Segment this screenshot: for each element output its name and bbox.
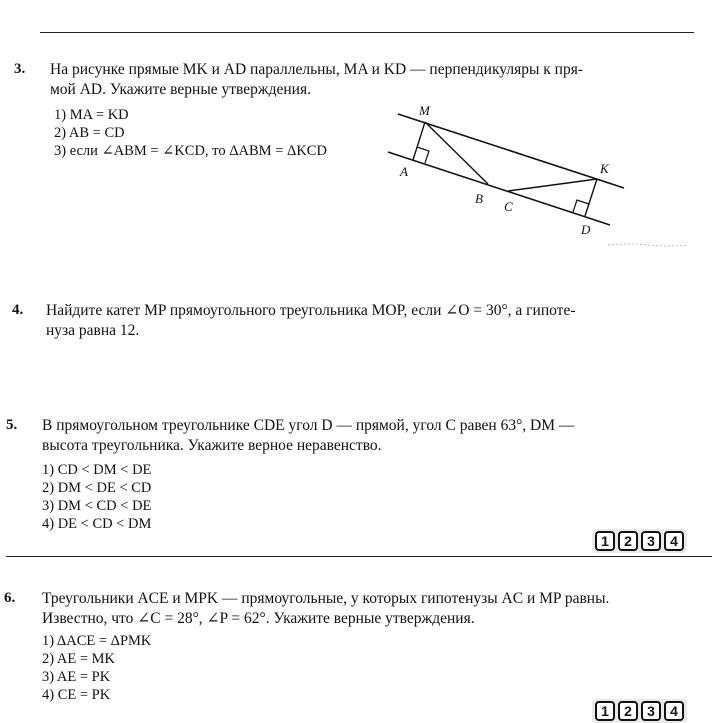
segment-kc xyxy=(508,179,597,191)
problem-5-option-3: 3) DM < CD < DE xyxy=(42,498,152,514)
problem-3-figure xyxy=(380,100,700,250)
problem-3-option-2: 2) AB = CD xyxy=(54,125,125,141)
problem-4-statement xyxy=(46,301,576,341)
label-k: K xyxy=(600,161,609,176)
label-m: M xyxy=(419,103,430,118)
problem-5-options xyxy=(42,461,151,533)
answer-box-3[interactable]: 3 xyxy=(641,531,661,551)
middle-divider xyxy=(6,556,712,557)
problem-5-option-4: 4) DE < CD < DM xyxy=(42,516,152,532)
answer-boxes-problem-6 xyxy=(592,699,687,723)
label-b: B xyxy=(475,191,483,206)
problem-6-line-1: Треугольники ACE и MPK — прямоугольные, у которых гипотенузы AC и MP равны. xyxy=(42,590,610,607)
problem-6-statement xyxy=(42,589,609,629)
answer-boxes-problem-5 xyxy=(592,529,687,553)
segment-ma xyxy=(413,122,425,160)
problem-3-number: 3. xyxy=(14,61,26,77)
answer-box-1[interactable]: 1 xyxy=(595,531,615,551)
problem-3-line-2: мой AD. Укажите верные утверждения. xyxy=(50,81,311,98)
faint-watermark-mark xyxy=(608,244,688,246)
problem-5-line-2: высота треугольника. Укажите верное неравенство. xyxy=(42,437,382,454)
problem-6-option-2: 2) AE = MK xyxy=(42,651,116,667)
problem-5-number: 5. xyxy=(6,417,18,433)
label-a: A xyxy=(400,164,408,179)
label-c: C xyxy=(504,199,513,214)
line-mk xyxy=(398,114,624,188)
problem-5-line-1: В прямоугольном треугольнике CDE угол D — прямой, угол C равен 63°, DM — xyxy=(42,417,575,434)
problem-6-option-1: 1) ΔACE = ΔPMK xyxy=(42,633,152,649)
top-divider xyxy=(40,32,694,33)
line-ad xyxy=(388,152,610,225)
problem-6-option-3: 3) AE = PK xyxy=(42,669,111,685)
problem-6-number: 6. xyxy=(4,590,16,606)
answer-box-1[interactable]: 1 xyxy=(595,701,615,721)
label-d: D xyxy=(581,222,591,237)
problem-3-options xyxy=(54,106,327,160)
segment-kd xyxy=(585,179,597,216)
answer-box-4[interactable]: 4 xyxy=(664,701,684,721)
problem-4-line-2: нуза равна 12. xyxy=(46,322,140,339)
right-angle-a xyxy=(417,147,429,163)
problem-6-line-2: Известно, что ∠C = 28°, ∠P = 62°. Укажите верные утверждения. xyxy=(42,610,475,627)
problem-6-options xyxy=(42,632,151,704)
problem-3-option-1: 1) MA = KD xyxy=(54,107,129,123)
problem-5-option-2: 2) DM < DE < CD xyxy=(42,480,152,496)
problem-3-option-3: 3) если ∠ABM = ∠KCD, то ΔABM = ΔKCD xyxy=(54,143,327,159)
problem-5-statement xyxy=(42,416,574,456)
problem-3-line-1: На рисунке прямые MK и AD параллельны, MA и KD — перпендикуляры к пря- xyxy=(50,61,584,78)
problem-4-line-1: Найдите катет MP прямоугольного треугольника MOP, если ∠O = 30°, а гипоте- xyxy=(46,302,576,319)
answer-box-4[interactable]: 4 xyxy=(664,531,684,551)
answer-box-3[interactable]: 3 xyxy=(641,701,661,721)
answer-box-2[interactable]: 2 xyxy=(618,531,638,551)
problem-6-option-4: 4) CE = PK xyxy=(42,687,111,703)
answer-box-2[interactable]: 2 xyxy=(618,701,638,721)
problem-4-number: 4. xyxy=(12,302,24,318)
problem-3-statement xyxy=(50,60,583,100)
problem-5-option-1: 1) CD < DM < DE xyxy=(42,462,152,478)
